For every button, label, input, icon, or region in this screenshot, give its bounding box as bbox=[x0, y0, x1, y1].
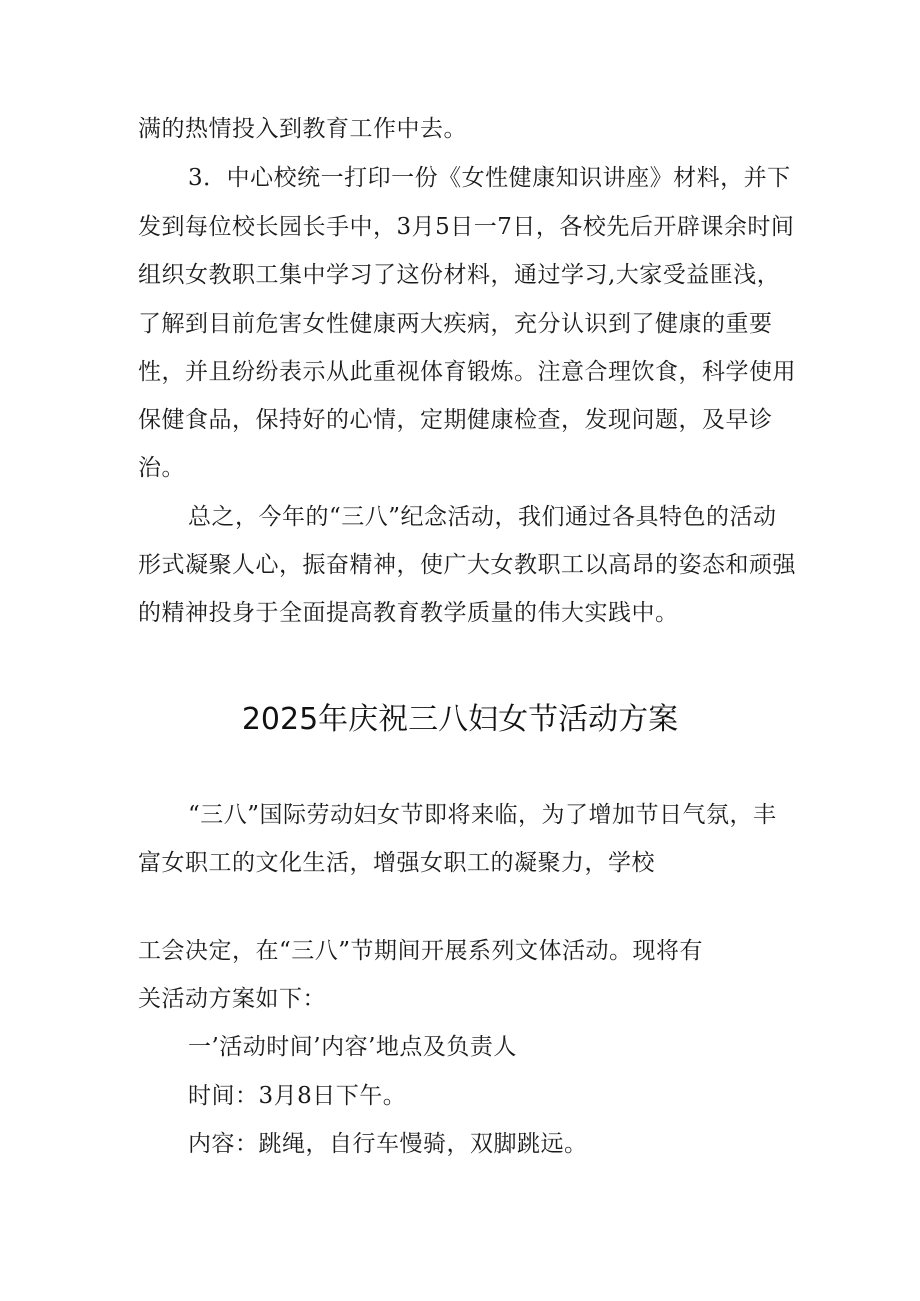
paragraph-line: 治。 bbox=[138, 455, 185, 481]
paragraph-line: 了解到目前危害女性健康两大疾病，充分认识到了健康的重要 bbox=[138, 311, 773, 337]
paragraph-line: 性，并且纷纷表示从此重视体育锻炼。注意合理饮食，科学使用 bbox=[138, 359, 796, 385]
paragraph-line: 总之，今年的“三八”纪念活动，我们通过各具特色的活动 bbox=[188, 504, 777, 530]
paragraph-line: “三八”国际劳动妇女节即将来临，为了增加节日气氛，丰 bbox=[188, 802, 777, 828]
paragraph-line: 组织女教职工集中学习了这份材料，通过学习,大家受益匪浅， bbox=[138, 262, 781, 288]
paragraph-line: 满的热情投入到教育工作中去。 bbox=[138, 116, 467, 142]
paragraph-line: 的精神投身于全面提高教育教学质量的伟大实践中。 bbox=[138, 600, 679, 626]
paragraph-line: 工会决定，在“三八”节期间开展系列文体活动。现将有 bbox=[138, 938, 704, 964]
paragraph-line: 3．中心校统一打印一份《女性健康知识讲座》材料，并下 bbox=[188, 165, 791, 191]
paragraph-line: 发到每位校长园长手中，3月5日一7日，各校先后开辟课余时间 bbox=[138, 214, 795, 240]
document-title: 2025年庆祝三八妇女节活动方案 bbox=[241, 702, 679, 737]
paragraph-line: 时间：3月8日下午。 bbox=[188, 1083, 407, 1109]
paragraph-line: 富女职工的文化生活，增强女职工的凝聚力，学校 bbox=[138, 850, 655, 876]
section-heading: 一’活动时间’内容’地点及负责人 bbox=[188, 1034, 517, 1060]
paragraph-line: 关活动方案如下： bbox=[138, 986, 326, 1012]
paragraph-line: 保健食品，保持好的心情，定期健康检查，发现问题，及早诊 bbox=[138, 407, 773, 433]
paragraph-line: 形式凝聚人心，振奋精神，使广大女教职工以高昂的姿态和顽强 bbox=[138, 552, 796, 578]
paragraph-line: 内容：跳绳，自行车慢骑，双脚跳远。 bbox=[188, 1131, 588, 1157]
